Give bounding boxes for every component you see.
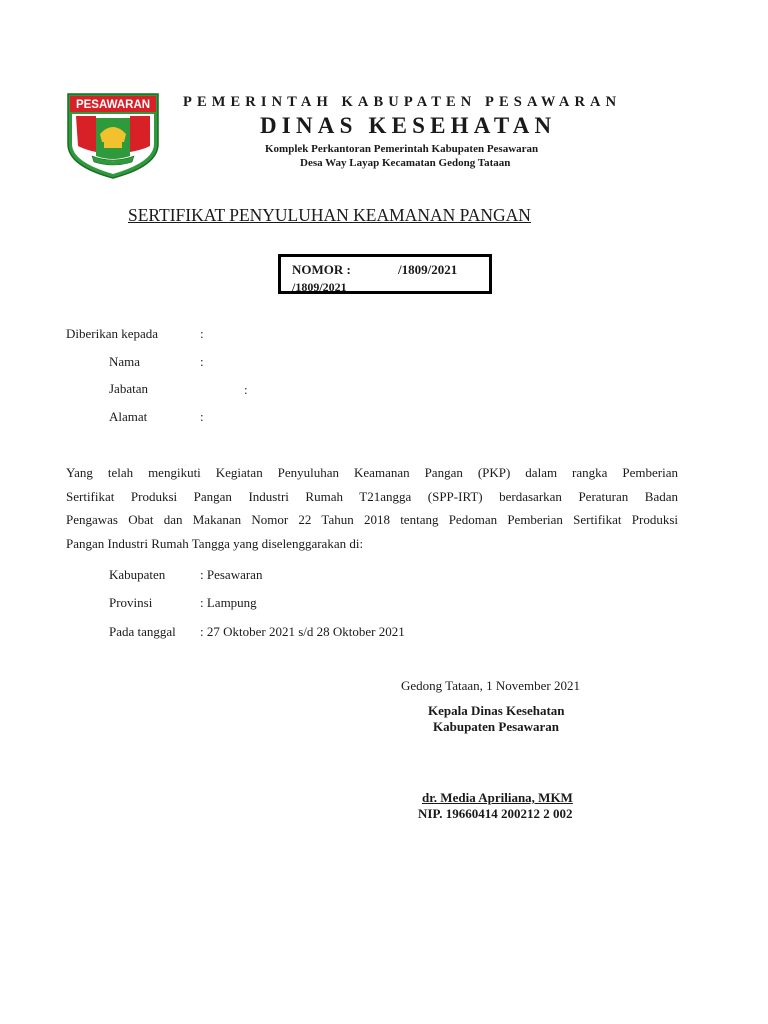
place-date: Gedong Tataan, 1 November 2021	[401, 678, 580, 693]
nomor-overflow-text: /1809/2021	[292, 280, 347, 294]
given-to-label: Diberikan kepada	[66, 326, 159, 341]
body-line: Pengawas Obat dan Makanan Nomor 22 Tahun 2018 tentang Pedoman Pemberian Sertifikat Produksi	[66, 512, 678, 527]
address-label: Alamat	[109, 409, 148, 424]
position-separator: :	[244, 382, 248, 397]
given-to-separator: :	[200, 326, 204, 341]
body-line: Yang telah mengikuti Kegiatan Penyuluhan Keamanan Pangan (PKP) dalam rangka Pemberian	[66, 465, 678, 480]
nomor-value: /1809/2021	[398, 262, 458, 277]
department-name: DINAS KESEHATAN	[260, 113, 557, 138]
regency-value: : Pesawaran	[200, 567, 263, 582]
province-value: : Lampung	[200, 595, 257, 610]
address-separator: :	[200, 409, 204, 424]
document-title: SERTIFIKAT PENYULUHAN KEAMANAN PANGAN	[128, 205, 531, 225]
pesawaran-logo	[66, 92, 160, 180]
address-line-2: Desa Way Layap Kecamatan Gedong Tataan	[300, 157, 511, 169]
date-label: Pada tanggal	[109, 624, 176, 639]
nomor-box	[278, 254, 492, 294]
province-label: Provinsi	[109, 595, 153, 610]
position-label: Jabatan	[109, 381, 148, 396]
signatory-position-2: Kabupaten Pesawaran	[433, 719, 560, 734]
signatory-position-1: Kepala Dinas Kesehatan	[428, 703, 565, 718]
nomor-label: NOMOR :	[292, 262, 351, 277]
name-label: Nama	[109, 354, 141, 369]
svg-text:...: ...	[111, 159, 115, 163]
address-line-1: Komplek Perkantoran Pemerintah Kabupaten Pesawaran	[265, 143, 539, 155]
body-line: Pangan Industri Rumah Tangga yang diselenggarakan di:	[66, 535, 364, 551]
signatory-nip: NIP. 19660414 200212 2 002	[418, 806, 573, 821]
regency-label: Kabupaten	[109, 567, 166, 582]
body-paragraph	[66, 461, 678, 555]
body-line: Sertifikat Produksi Pangan Industri Rumah T21angga (SPP-IRT) berdasarkan Peraturan Badan	[66, 488, 678, 504]
signatory-name: dr. Media Apriliana, MKM	[422, 790, 573, 805]
date-value: : 27 Oktober 2021 s/d 28 Oktober 2021	[200, 624, 405, 639]
logo-text: PESAWARAN	[75, 99, 151, 111]
government-name: PEMERINTAH KABUPATEN PESAWARAN	[183, 94, 622, 110]
name-separator: :	[200, 354, 204, 369]
